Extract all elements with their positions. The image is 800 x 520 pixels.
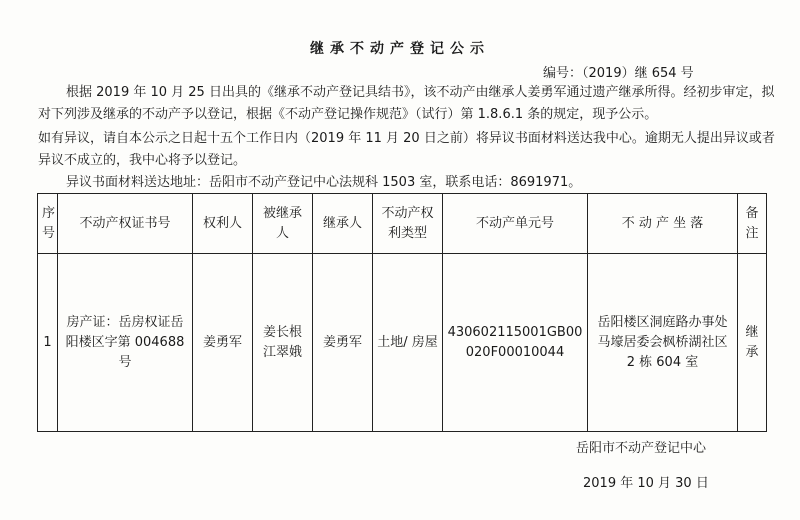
cell-location: 岳阳楼区洞庭路办事处马壕居委会枫桥湖社区 2 栋 604 室 [588,254,738,432]
table-row [38,254,767,432]
document-number: 编号：（2019）继 654 号 [543,66,694,81]
cell-holder: 姜勇军 [193,254,253,432]
header-heir: 继承人 [313,194,373,254]
notice-paragraph-address: 异议书面材料送达地址：岳阳市不动产登记中心法规科 1503 室，联系电话：8691971。 [66,175,582,190]
notice-paragraph-basis: 根据 2019 年 10 月 25 日出具的《继承不动产登记具结书》，该不动产由继承人姜勇军通过遗产继承所得。经初步审定，拟对下列涉及继承的不动产予以登记，根据《不动产登记操作规范》（试行）第 1.8.6.1 条的规定，现予公示。 [38,85,775,122]
header-cert-no: 不动产权证书号 [58,194,193,254]
table-header-row [38,194,767,254]
cell-right-type: 土地/ 房屋 [373,254,443,432]
header-deceased: 被继承人 [253,194,313,254]
issue-date: 2019 年 10 月 30 日 [583,476,709,491]
cell-heir: 姜勇军 [313,254,373,432]
cell-remark: 继承 [738,254,767,432]
header-location: 不 动 产 坐 落 [588,194,738,254]
registration-table [37,193,767,432]
cell-seq: 1 [38,254,58,432]
header-holder: 权利人 [193,194,253,254]
cell-cert-no: 房产证：岳房权证岳阳楼区字第 004688 号 [58,254,193,432]
cell-deceased: 姜长根 江翠娥 [253,254,313,432]
notice-paragraph-objection: 如有异议，请自本公示之日起十五个工作日内（2019 年 11 月 20 日之前）将异议书面材料送达我中心。逾期无人提出异议或者异议不成立的，我中心将予以登记。 [38,131,775,168]
header-right-type: 不动产权利类型 [373,194,443,254]
header-remark: 备注 [738,194,767,254]
header-unit-no: 不动产单元号 [443,194,588,254]
header-seq: 序号 [38,194,58,254]
cell-unit-no: 430602115001GB00020F00010044 [443,254,588,432]
notice-title: 继承不动产登记公示 [310,41,490,57]
issuing-organization: 岳阳市不动产登记中心 [576,441,707,456]
